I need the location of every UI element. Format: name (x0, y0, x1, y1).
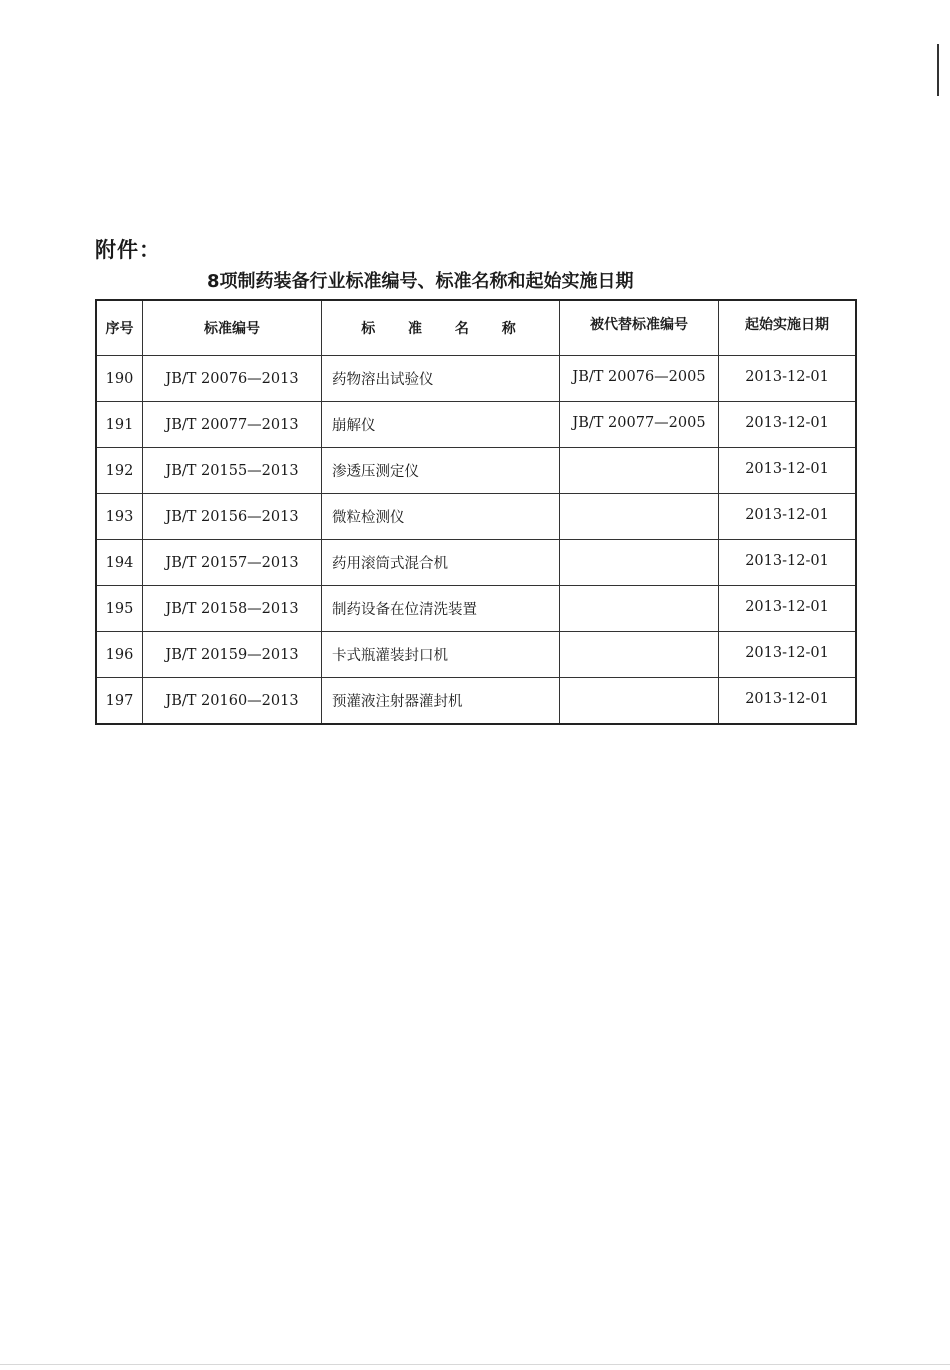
table-row (96, 586, 856, 632)
cell-seq: 192 (96, 448, 143, 494)
cell-code: JB/T 20077—2013 (143, 402, 322, 448)
cell-replaced (560, 540, 719, 586)
table-row (96, 632, 856, 678)
cell-code: JB/T 20156—2013 (143, 494, 322, 540)
attachment-label: 附件： (95, 238, 161, 262)
table-body (96, 356, 856, 725)
cell-code: JB/T 20159—2013 (143, 632, 322, 678)
cell-name: 药用滚筒式混合机 (322, 540, 560, 586)
cell-seq: 190 (96, 356, 143, 402)
cell-date: 2013-12-01 (719, 402, 857, 448)
header-code: 标准编号 (143, 300, 322, 356)
cell-date: 2013-12-01 (719, 448, 857, 494)
cell-replaced (560, 448, 719, 494)
cell-name: 制药设备在位清洗装置 (322, 586, 560, 632)
cell-seq: 194 (96, 540, 143, 586)
cell-code: JB/T 20076—2013 (143, 356, 322, 402)
cell-date: 2013-12-01 (719, 586, 857, 632)
cell-code: JB/T 20155—2013 (143, 448, 322, 494)
cell-name: 渗透压测定仪 (322, 448, 560, 494)
cell-code: JB/T 20157—2013 (143, 540, 322, 586)
cell-name: 崩解仪 (322, 402, 560, 448)
table-row (96, 448, 856, 494)
cell-date: 2013-12-01 (719, 632, 857, 678)
header-seq: 序号 (96, 300, 143, 356)
cell-replaced: JB/T 20077—2005 (560, 402, 719, 448)
cell-replaced (560, 632, 719, 678)
cell-date: 2013-12-01 (719, 356, 857, 402)
table-row (96, 356, 856, 402)
header-date: 起始实施日期 (719, 300, 857, 356)
cell-date: 2013-12-01 (719, 494, 857, 540)
cell-seq: 197 (96, 678, 143, 725)
cell-replaced (560, 586, 719, 632)
table-header-row (96, 300, 856, 356)
table-row (96, 494, 856, 540)
page-bottom-divider (0, 1364, 950, 1365)
cell-code: JB/T 20158—2013 (143, 586, 322, 632)
cell-date: 2013-12-01 (719, 678, 857, 725)
cell-seq: 195 (96, 586, 143, 632)
cell-replaced (560, 494, 719, 540)
table-row (96, 402, 856, 448)
document-title: 8项制药装备行业标准编号、标准名称和起始实施日期 (207, 271, 634, 292)
header-replaced: 被代替标准编号 (560, 300, 719, 356)
cell-date: 2013-12-01 (719, 540, 857, 586)
cell-name: 药物溶出试验仪 (322, 356, 560, 402)
cell-name: 微粒检测仪 (322, 494, 560, 540)
header-name-text: 标 准 名 称 (361, 321, 530, 337)
header-name (322, 300, 560, 356)
page-edge-mark (937, 44, 939, 96)
cell-seq: 193 (96, 494, 143, 540)
table-row (96, 678, 856, 725)
table-row (96, 540, 856, 586)
cell-code: JB/T 20160—2013 (143, 678, 322, 725)
cell-seq: 191 (96, 402, 143, 448)
standards-table (95, 299, 857, 725)
cell-seq: 196 (96, 632, 143, 678)
cell-name: 预灌液注射器灌封机 (322, 678, 560, 725)
cell-name: 卡式瓶灌装封口机 (322, 632, 560, 678)
cell-replaced: JB/T 20076—2005 (560, 356, 719, 402)
cell-replaced (560, 678, 719, 725)
